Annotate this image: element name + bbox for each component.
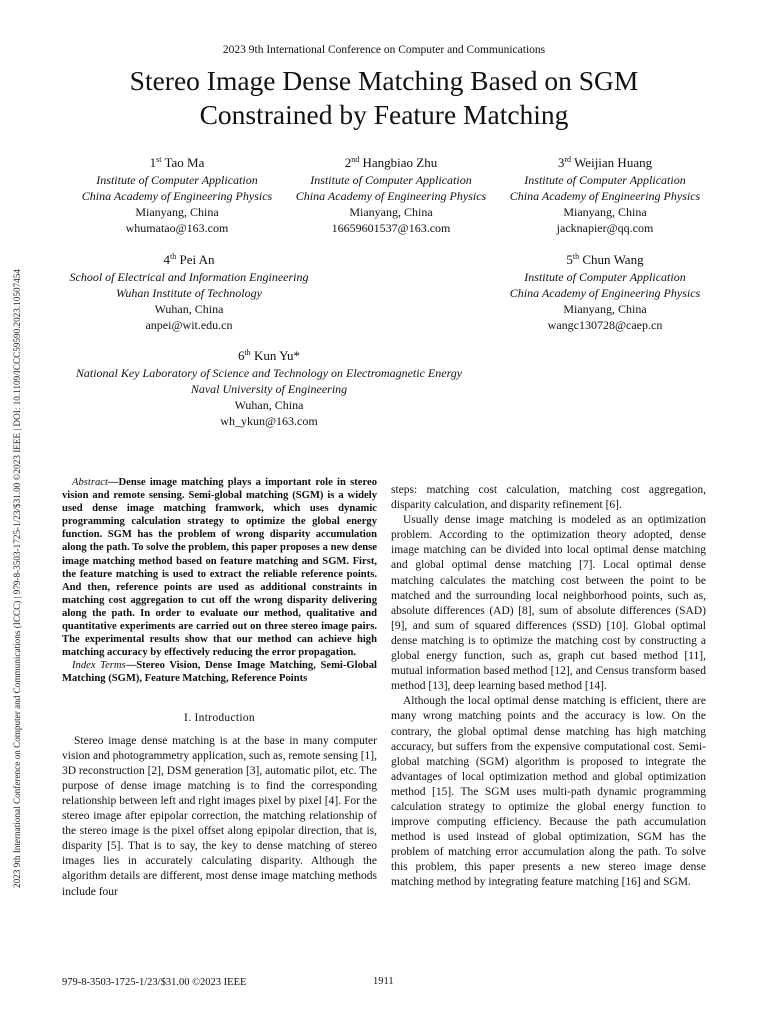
paper-title [40,64,728,132]
author-block-5 [494,251,716,333]
body-paragraph: steps: matching cost calculation, matching cost aggregation, disparity calculation, and disparity refinement [6]. [391,484,706,512]
right-column [391,483,706,891]
author-affiliation: Naval University of Engineering [190,382,348,396]
author-affiliation: China Academy of Engineering Physics [509,189,701,203]
author-city: Mianyang, China [349,205,433,219]
body-paragraph: Although the local optimal dense matching is efficient, there are many wrong matching points and the accuracy is low. On the contrary, the global optimal dense matching has high matching accuracy, but suffers from the expensive computational cost. Semi-global matching (SGM) algorithm is proposed to integrate the advantages of local optimization method and global optimization method [15]. The SGM uses multi-path dynamic programming calculation strategy to optimize the global energy function to improve computing efficiency. Because the path accumulation method is used instead of global optimization, SGM has the problem of matching error accumulation along the path. To solve this problem, this paper presents a new stereo image dense matching method by integrating feature matching [16] and SGM. [391,695,706,889]
abstract-text: —Dense image matching plays a important role in stereo vision and remote sensing. Semi-global matching (SGM) is a widely used dense image matching framwork, which uses dynamic programming calculation strategy to optimize the global energy function. SGM has the problem of wrong disparity accumulation along the path. To solve the problem, this paper proposes a new dense image matching method based on feature matching and SGM. First, the feature matching is used to extract the reliable reference points. And then, reference points are used as additional constraints in matching cost aggregation to cut off the wrong disparity delivering along the path. In order to evaluate our method, qualitative and quantitative experiments are carried out on three stereo image pairs. The experimental results show that our method can achieve high matching accuracy by effectively reducing the error propagation. [62,477,377,659]
author-email: wh_ykun@163.com [220,414,318,428]
author-block-4 [56,251,322,333]
title-line-2: Constrained by Feature Matching [199,99,569,130]
author-block-1 [66,154,288,236]
conference-name: 2023 9th International Conference on Computer and Communications [222,44,546,56]
author-city: Wuhan, China [154,302,224,316]
author-name: 4th Pei An [163,252,215,267]
author-name: 2nd Hangbiao Zhu [344,155,438,170]
section-heading: I. Introduction [184,711,255,724]
author-affiliation: China Academy of Engineering Physics [81,189,273,203]
author-name: 1st Tao Ma [149,155,205,170]
author-affiliation: Wuhan Institute of Technology [116,286,262,300]
author-affiliation: National Key Laboratory of Science and Technology on Electromagnetic Energy [75,366,463,380]
author-affiliation: Institute of Computer Application [524,270,686,284]
copyright-footer: 979-8-3503-1725-1/23/$31.00 ©2023 IEEE [62,977,247,988]
intro-paragraph: Stereo image dense matching is at the base in many computer vision and photogrammetry application, such as, remote sensing [1], 3D reconstruction [2], DSM generation [3], automatic pilot, etc. The purpose of dense image matching is to find the corresponding relationship between left and right images pixel by pixel [4]. For the stereo image after epipolar correction, the matching relationship of the stereo image is the pixel offset along epipolar direction, that is, disparity [5]. That is to say, the key to dense matching of stereo images lies in accurately calculating disparity. Although the algorithm details are different, most dense image matching methods include four [62,734,377,898]
author-city: Mianyang, China [135,205,219,219]
index-terms-lead: Index Terms [72,660,126,672]
author-affiliation: China Academy of Engineering Physics [295,189,487,203]
author-block-2 [280,154,502,236]
author-block-3 [494,154,716,236]
author-affiliation: China Academy of Engineering Physics [509,286,701,300]
author-name: 6th Kun Yu* [237,348,301,363]
author-name: 5th Chun Wang [566,252,644,267]
author-name: 3rd Weijian Huang [557,155,653,170]
title-line-1: Stereo Image Dense Matching Based on SGM [129,65,639,96]
author-email: 16659601537@163.com [331,221,451,235]
author-email: anpei@wit.edu.cn [145,318,233,332]
author-email: jacknapier@qq.com [556,221,654,235]
author-email: whumatao@163.com [125,221,229,235]
doi-sidebar: 2023 9th International Conference on Computer and Communications (ICCC) | 979-8-3503-1725-1/23/$31.00 ©2023 IEEE | DOI: 10.1109/ICCC59590.2023.10507454 [12,269,22,888]
page-number: 1911 [373,976,394,987]
body-paragraph: Usually dense image matching is modeled as an optimization problem. According to the optimization theory adopted, dense image matching can be divided into local optimal dense matching and global optimal dense matching [7]. Local optimal dense matching calculates the matching cost between the point to be matched and the surrounding local neighborhood points, such as, absolute differences (AD) [8], sum of absolute differences (SAD) [9], and sum of squared differences (SSD) [10]. Global optimal dense matching is to optimize the matching cost by constructing a global energy function, such as, graph cut based method [11], mutual information based method [12], and Census transform based method [13], deep learning based method [14]. [391,514,706,693]
author-affiliation: School of Electrical and Information Engineering [69,270,309,284]
author-affiliation: Institute of Computer Application [96,173,258,187]
abstract-lead: Abstract [72,477,108,488]
left-column [62,476,377,900]
author-affiliation: Institute of Computer Application [524,173,686,187]
author-city: Mianyang, China [563,302,647,316]
author-city: Mianyang, China [563,205,647,219]
abstract [62,476,377,686]
author-affiliation: Institute of Computer Application [310,173,472,187]
author-city: Wuhan, China [234,398,304,412]
index-terms-text: —Stereo Vision, Dense Image Matching, Semi-Global Matching (SGM), Feature Matching, Reference Points [62,660,377,685]
author-block-6 [52,347,486,429]
author-email: wangc130728@caep.cn [547,318,663,332]
